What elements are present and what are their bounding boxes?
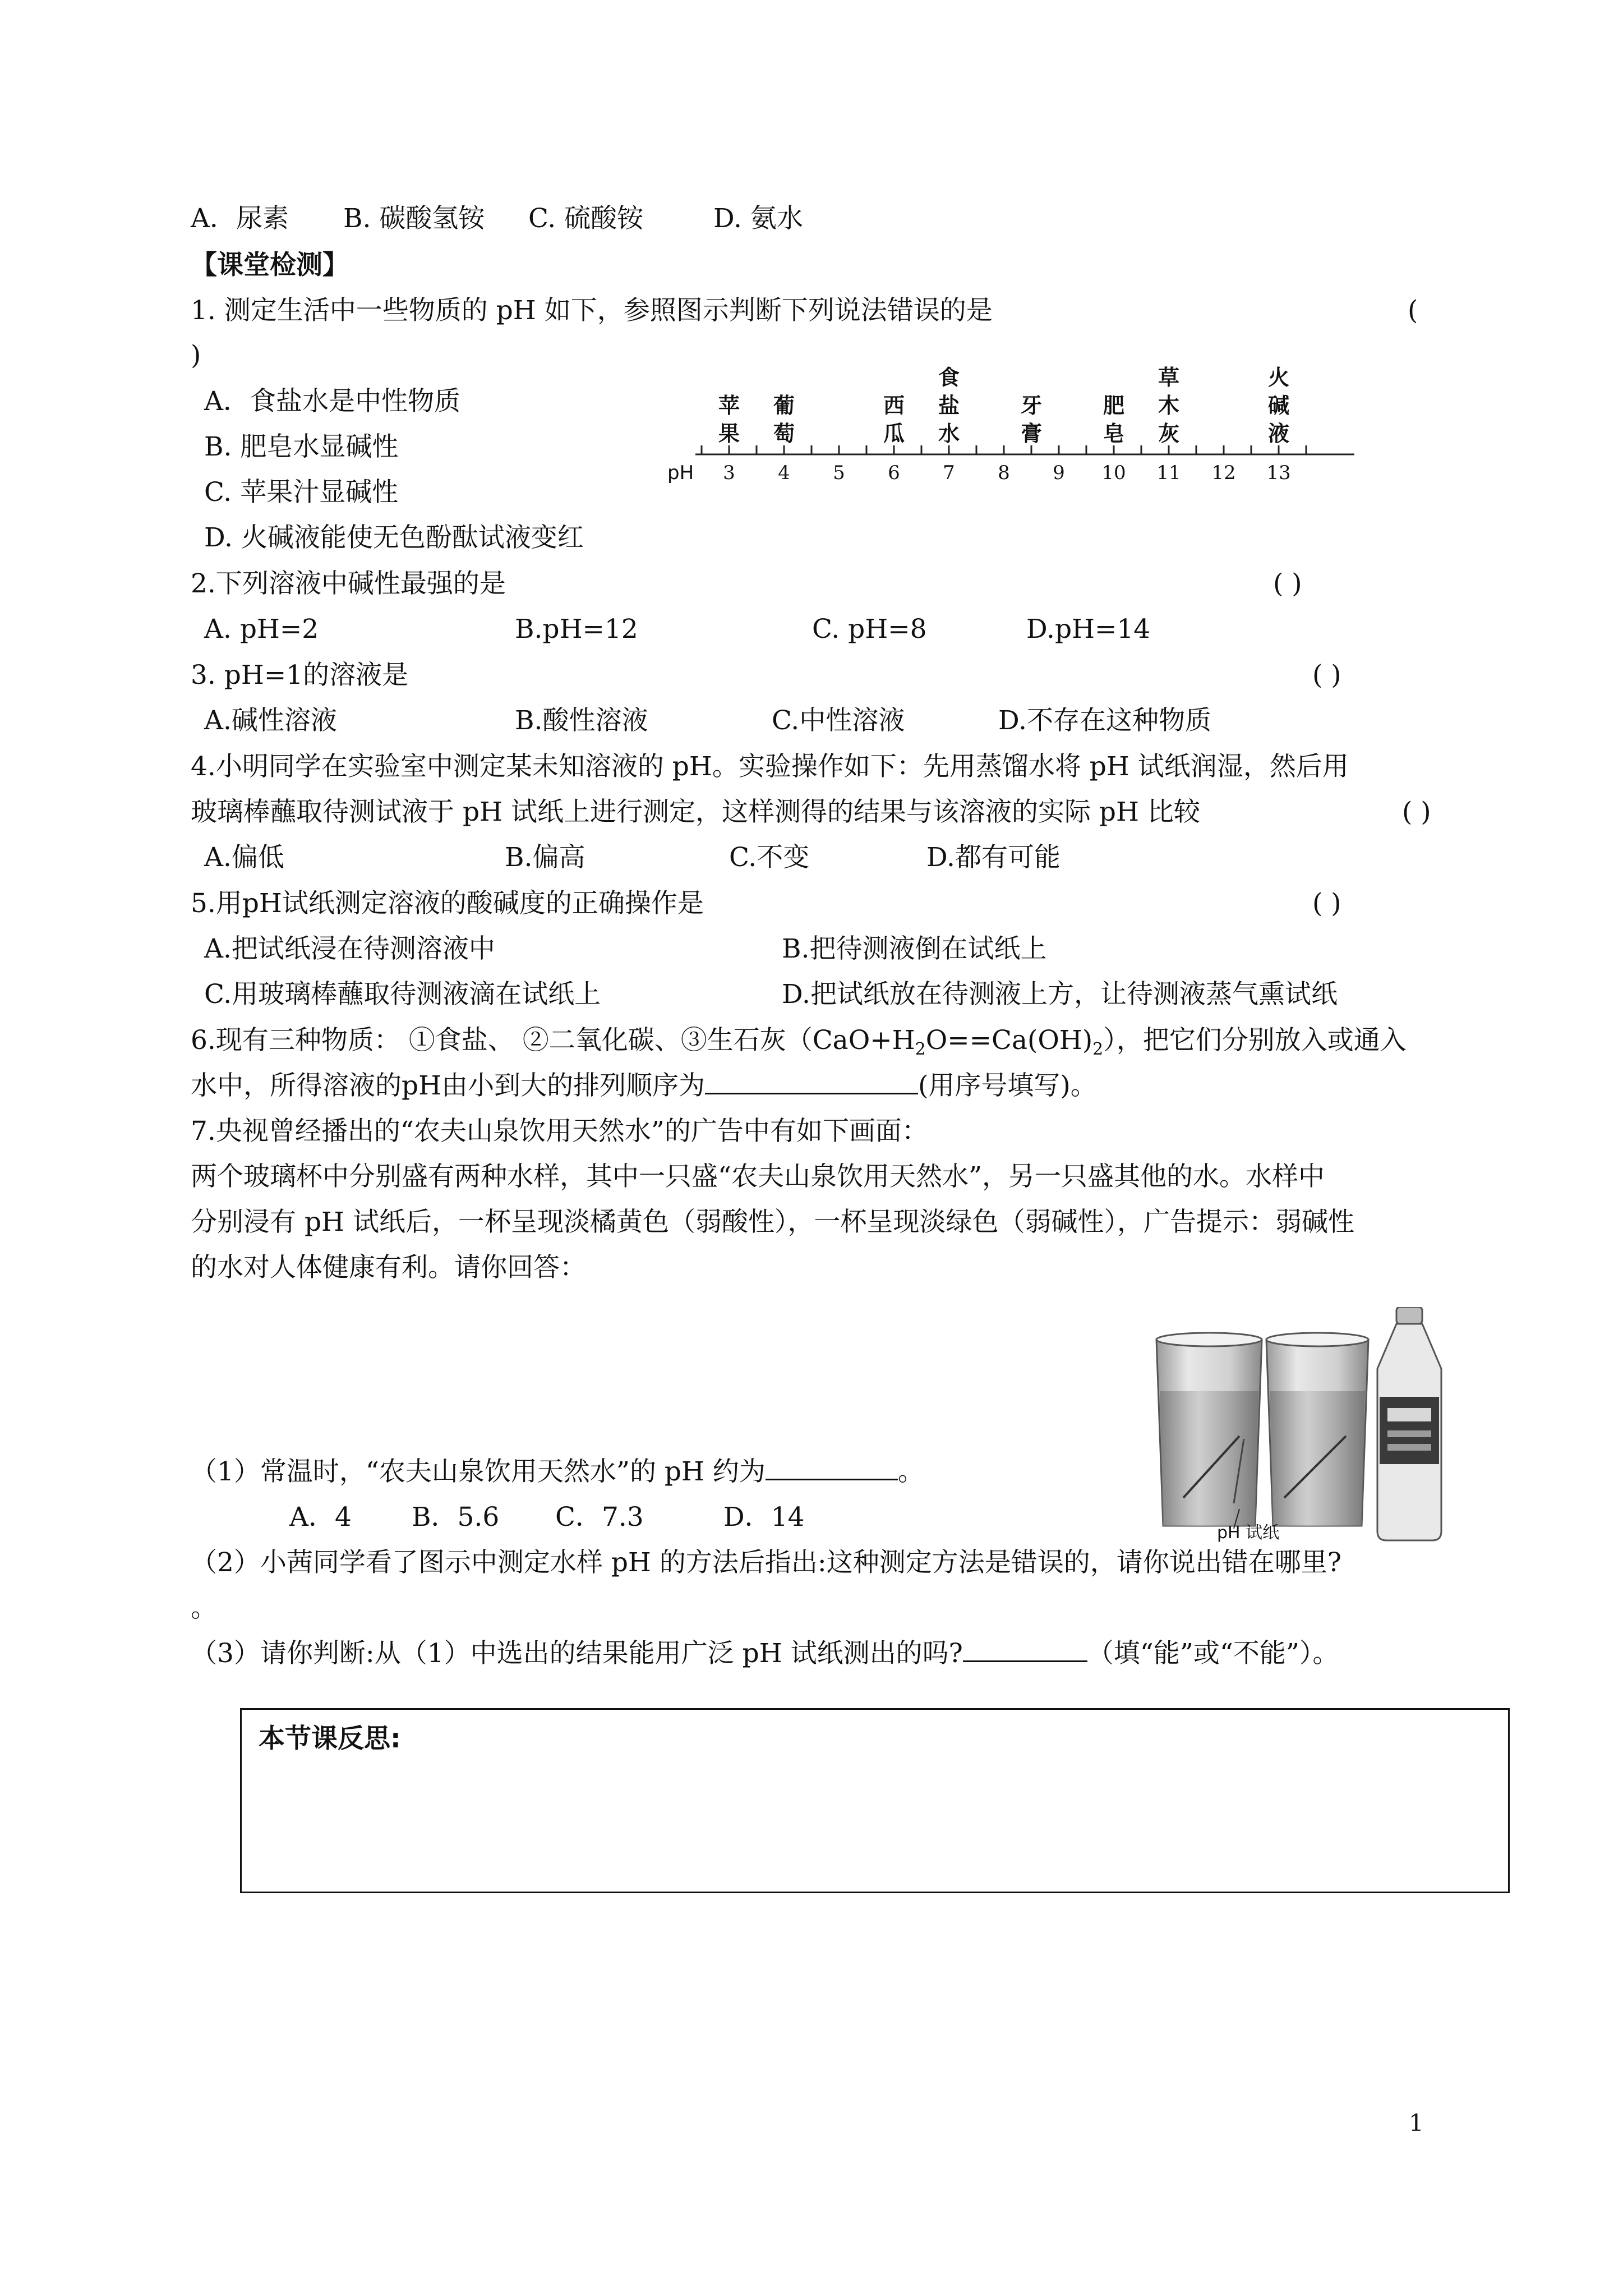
q4-line2: 玻璃棒蘸取待测试液于 pH 试纸上进行测定，这样测得的结果与该溶液的实际 pH 比较 — [191, 797, 1200, 827]
option-c: C. 硫酸铵 — [528, 203, 644, 234]
ph-substance-label: 草木灰 — [1158, 365, 1180, 446]
q5-stem: 5.用pH试纸测定溶液的酸碱度的正确操作是 — [191, 888, 704, 919]
q7-sub1: （1）常温时，“农夫山泉饮用天然水”的 pH 约为 。 — [191, 1456, 924, 1487]
prev-options — [191, 201, 803, 237]
q3-paren: ( ) — [1312, 660, 1341, 691]
glasses-bottle-illustration — [1150, 1307, 1464, 1543]
ph-tick-label: 9 — [1053, 462, 1065, 484]
q7-sub3-blank[interactable] — [963, 1638, 1087, 1662]
water-bottle-icon — [1377, 1307, 1441, 1540]
ph-tick-label: 5 — [833, 462, 845, 484]
q3-option-d: D.不存在这种物质 — [998, 705, 1211, 736]
ph-tick-label: 12 — [1211, 462, 1236, 484]
ph-scale-diagram — [667, 353, 1357, 488]
q7-sub2-line1: （2）小茜同学看了图示中测定水样 pH 的方法后指出:这种测定方法是错误的，请你说出错在哪里? — [191, 1547, 1341, 1578]
q7-sub1-option-c: C．7.3 — [555, 1502, 644, 1533]
q5-paren: ( ) — [1312, 888, 1341, 919]
q4-option-a: A.偏低 — [204, 842, 284, 873]
page-number: 1 — [1409, 2109, 1424, 2137]
q2-option-c: C. pH=8 — [812, 614, 927, 645]
q1-stem: 1. 测定生活中一些物质的 pH 如下，参照图示判断下列说法错误的是 — [191, 295, 993, 326]
ph-paper-caption: pH 试纸 — [1217, 1523, 1280, 1543]
ph-substance-label: 葡萄 — [773, 393, 795, 446]
q2-stem: 2.下列溶液中碱性最强的是 — [191, 568, 506, 599]
q1-paren-open: ( — [1408, 295, 1418, 326]
ph-substance-label: 食盐水 — [938, 365, 960, 446]
q7-sub1-options — [289, 1499, 805, 1535]
ph-tick-label: 13 — [1266, 462, 1291, 484]
ph-tick-label: 6 — [888, 462, 900, 484]
q7-sub1-blank[interactable] — [766, 1456, 898, 1480]
q1-option-b: B. 肥皂水显碱性 — [204, 431, 399, 462]
option-a: A．尿素 — [191, 203, 289, 234]
q7-sub1-option-a: A．4 — [289, 1502, 352, 1533]
q3-stem: 3. pH=1的溶液是 — [191, 660, 409, 691]
q2-option-b: B.pH=12 — [515, 614, 638, 645]
ph-tick-label: 4 — [778, 462, 790, 484]
q1-option-d: D. 火碱液能使无色酚酞试液变红 — [204, 522, 584, 553]
q4-paren: ( ) — [1402, 797, 1431, 827]
ph-tick-label: 11 — [1156, 462, 1181, 484]
ph-tick-label: 8 — [998, 462, 1010, 484]
q5-option-c: C.用玻璃棒蘸取待测液滴在试纸上 — [204, 979, 601, 1010]
glass-left-icon — [1156, 1333, 1262, 1526]
ph-tick-label: 7 — [943, 462, 955, 484]
q1-option-c: C. 苹果汁显碱性 — [204, 477, 399, 508]
ph-substance-label: 苹果 — [718, 393, 740, 446]
reflection-title: 本节课反思: — [259, 1723, 401, 1754]
q4-option-c: C.不变 — [729, 842, 810, 873]
q5-option-a: A.把试纸浸在待测溶液中 — [204, 933, 495, 964]
q7-para-line2: 分别浸有 pH 试纸后，一杯呈现淡橘黄色（弱酸性），一杯呈现淡绿色（弱碱性），广告提示：弱碱性 — [191, 1207, 1354, 1237]
q4-line1: 4.小明同学在实验室中测定某未知溶液的 pH。实验操作如下：先用蒸馏水将 pH 试纸润湿，然后用 — [191, 751, 1349, 782]
option-b: B. 碳酸氢铵 — [343, 203, 485, 234]
q5-option-d: D.把试纸放在待测液上方，让待测液蒸气熏试纸 — [782, 979, 1338, 1010]
q7-sub2-line2: 。 — [191, 1593, 217, 1623]
option-d: D. 氨水 — [713, 203, 803, 234]
q7-para-line3: 的水对人体健康有利。请你回答： — [191, 1252, 586, 1283]
ph-substance-label: 牙膏 — [1020, 393, 1043, 446]
q2-option-d: D.pH=14 — [1026, 614, 1151, 645]
q4-option-b: B.偏高 — [505, 842, 585, 873]
q4-option-d: D.都有可能 — [926, 842, 1061, 873]
q6-line2: 水中，所得溶液的pH由小到大的排列顺序为 (用序号填写)。 — [191, 1070, 1097, 1101]
q5-option-b: B.把待测液倒在试纸上 — [782, 933, 1047, 964]
ph-tick-label: 3 — [723, 462, 735, 484]
q7-stem: 7.央视曾经播出的“农夫山泉饮用天然水”的广告中有如下画面： — [191, 1116, 928, 1147]
q3-option-c: C.中性溶液 — [772, 705, 905, 736]
ph-axis-label: pH — [667, 462, 694, 484]
q3-option-b: B.酸性溶液 — [515, 705, 648, 736]
ph-tick-label: 10 — [1101, 462, 1126, 484]
ph-substance-label: 火碱液 — [1267, 365, 1290, 446]
q3-option-a: A.碱性溶液 — [204, 705, 337, 736]
q6-answer-blank[interactable] — [705, 1070, 918, 1094]
ph-substance-label: 肥皂 — [1103, 393, 1125, 446]
q2-paren: ( ) — [1273, 568, 1302, 599]
q7-para-line1: 两个玻璃杯中分别盛有两种水样，其中一只盛“农夫山泉饮用天然水”，另一只盛其他的水。水样中 — [191, 1161, 1325, 1192]
q6-line1: 6.现有三种物质： ①食盐、 ②二氧化碳、③生石灰$(CaO+H_2O==Ca(OH)_2)$，把它们分别放入或通入 — [191, 1025, 1407, 1059]
glass-right-icon — [1266, 1333, 1368, 1526]
q7-sub1-option-b: B．5.6 — [412, 1502, 500, 1533]
q2-option-a: A. pH=2 — [204, 614, 319, 645]
q1-paren-close: ) — [191, 340, 201, 371]
ph-substance-label: 西瓜 — [883, 393, 905, 446]
q1-option-a: A．食盐水是中性物质 — [204, 386, 460, 417]
section-title: 【课堂检测】 — [191, 250, 349, 280]
q7-sub3: （3）请你判断:从（1）中选出的结果能用广泛 pH 试纸测出的吗? （填“能”或“不能”）。 — [191, 1638, 1339, 1669]
reflection-box[interactable] — [240, 1708, 1510, 1893]
q7-sub1-option-d: D．14 — [723, 1502, 805, 1533]
